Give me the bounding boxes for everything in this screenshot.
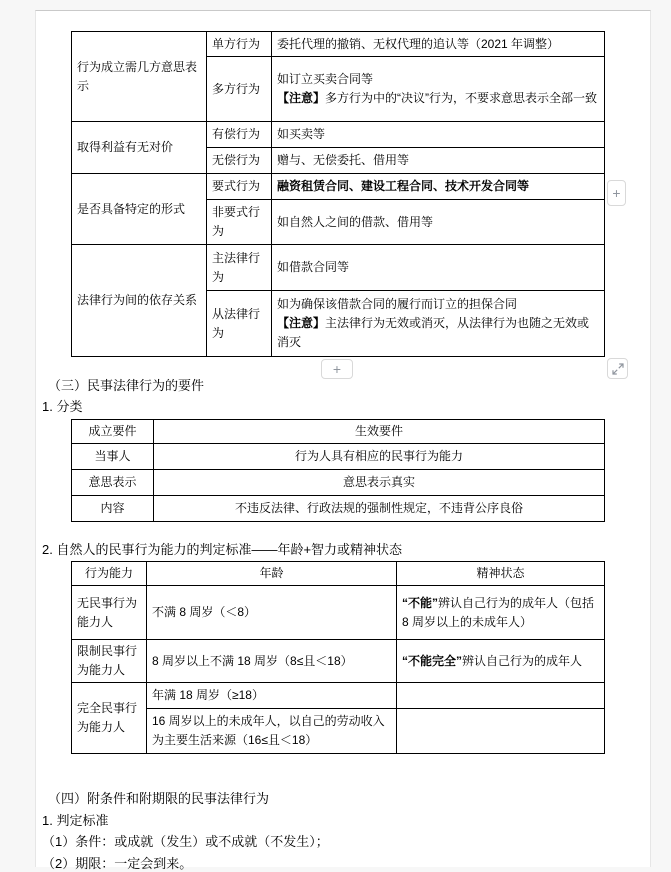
mental-state-cell: “不能完全”辨认自己行为的成年人 <box>397 640 605 683</box>
age-cell: 16 周岁以上的未成年人，以自己的劳动收入为主要生活来源（16≤且＜18） <box>147 709 397 754</box>
behavior-desc-cell: 如买卖等 <box>272 122 605 148</box>
list-item-condition: （1）条件：或成就（发生）或不成就（不发生）； <box>42 834 329 849</box>
expand-table-button[interactable] <box>607 358 628 379</box>
criterion-cell: 取得利益有无对价 <box>72 122 207 174</box>
criterion-cell: 是否具备特定的形式 <box>72 174 207 245</box>
behavior-desc-cell: 如自然人之间的借款、借用等 <box>272 200 605 245</box>
behavior-desc-cell: 融资租赁合同、建设工程合同、技术开发合同等 <box>272 174 605 200</box>
section-four-heading: （四）附条件和附期限的民事法律行为 <box>48 791 270 806</box>
ability-cell: 限制民事行为能力人 <box>72 640 147 683</box>
behavior-desc-cell: 如订立买卖合同等 【注意】多方行为中的“决议”行为，不要求意思表示全部一致 <box>272 57 605 122</box>
requirement-value-cell: 意思表示真实 <box>154 470 605 496</box>
behavior-type-cell: 单方行为 <box>207 32 272 57</box>
add-row-button[interactable] <box>321 359 353 379</box>
list-item-classification: 1. 分类 <box>42 399 83 414</box>
behavior-desc-cell: 赠与、无偿委托、借用等 <box>272 148 605 174</box>
expand-arrows-icon <box>612 363 624 375</box>
behavior-type-cell: 多方行为 <box>207 57 272 122</box>
list-item-capacity-standard: 2. 自然人的民事行为能力的判定标准——年龄+智力或精神状态 <box>42 542 403 557</box>
header-cell: 精神状态 <box>397 562 605 586</box>
capacity-table <box>71 561 605 754</box>
behavior-desc-cell: 如借款合同等 <box>272 245 605 291</box>
behavior-type-cell: 非要式行为 <box>207 200 272 245</box>
requirement-value-cell: 行为人具有相应的民事行为能力 <box>154 444 605 470</box>
list-item-term: （2）期限：一定会到来。 <box>42 856 193 871</box>
header-cell: 年龄 <box>147 562 397 586</box>
age-cell: 8 周岁以上不满 18 周岁（8≤且＜18） <box>147 640 397 683</box>
classification-table <box>71 31 605 357</box>
ability-cell: 完全民事行为能力人 <box>72 683 147 754</box>
age-cell: 年满 18 周岁（≥18） <box>147 683 397 709</box>
plus-icon: + <box>612 185 621 201</box>
empty-cell <box>397 709 605 754</box>
empty-cell <box>397 683 605 709</box>
behavior-desc-cell: 如为确保该借款合同的履行而订立的担保合同 【注意】主法律行为无效或消灭，从法律行为也随之无效或消灭 <box>272 291 605 357</box>
behavior-type-cell: 要式行为 <box>207 174 272 200</box>
requirement-name-cell: 成立要件 <box>72 420 154 444</box>
behavior-type-cell: 主法律行为 <box>207 245 272 291</box>
section-three-heading: （三）民事法律行为的要件 <box>48 378 205 393</box>
criterion-cell: 行为成立需几方意思表示 <box>72 32 207 122</box>
add-column-button[interactable] <box>607 180 626 206</box>
requirement-value-cell: 不违反法律、行政法规的强制性规定，不违背公序良俗 <box>154 496 605 522</box>
requirements-table <box>71 419 605 522</box>
requirement-name-cell: 内容 <box>72 496 154 522</box>
behavior-desc-cell: 委托代理的撤销、无权代理的追认等（2021 年调整） <box>272 32 605 57</box>
header-cell: 行为能力 <box>72 562 147 586</box>
criterion-cell: 法律行为间的依存关系 <box>72 245 207 357</box>
behavior-type-cell: 从法律行为 <box>207 291 272 357</box>
behavior-type-cell: 无偿行为 <box>207 148 272 174</box>
requirement-name-cell: 意思表示 <box>72 470 154 496</box>
behavior-type-cell: 有偿行为 <box>207 122 272 148</box>
plus-icon: + <box>332 361 342 377</box>
list-item-judgment-standard: 1. 判定标准 <box>42 813 109 828</box>
requirement-value-cell: 生效要件 <box>154 420 605 444</box>
ability-cell: 无民事行为能力人 <box>72 586 147 640</box>
document-page <box>35 10 651 871</box>
mental-state-cell: “不能”辨认自己行为的成年人（包括 8 周岁以上的未成年人） <box>397 586 605 640</box>
age-cell: 不满 8 周岁（＜8） <box>147 586 397 640</box>
requirement-name-cell: 当事人 <box>72 444 154 470</box>
